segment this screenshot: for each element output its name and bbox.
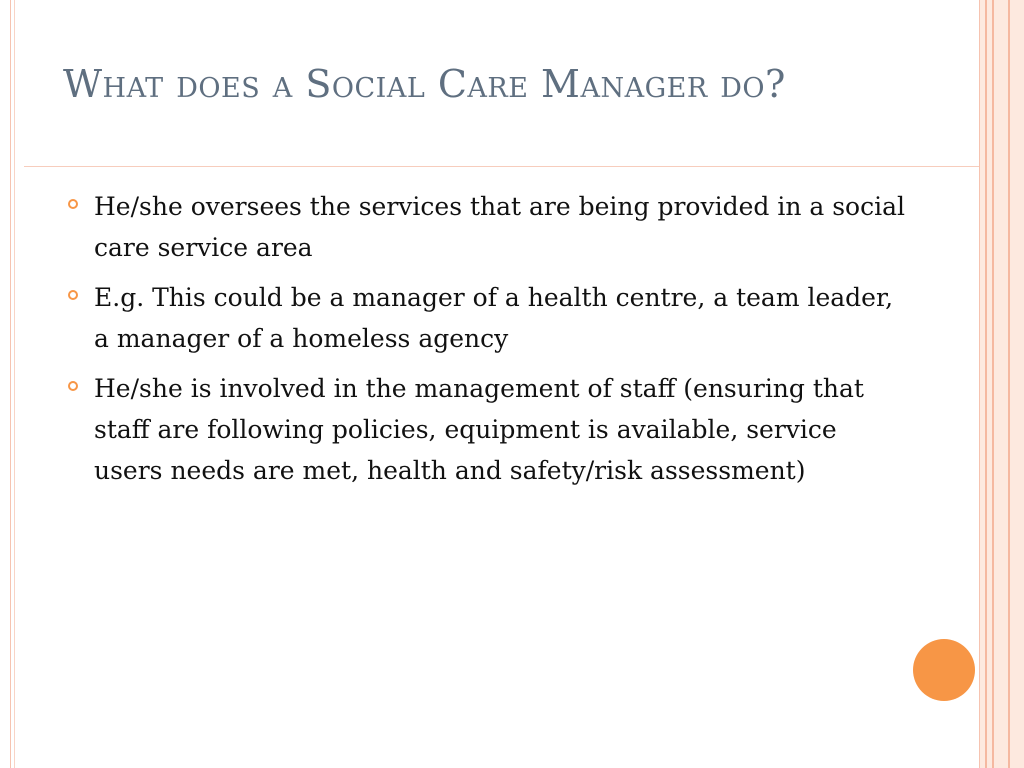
bullet-text: He/she oversees the services that are being provided in a social care service area <box>94 192 905 262</box>
bullet-circle-icon <box>68 290 78 300</box>
bullet-text: E.g. This could be a manager of a health centre, a team leader, a manager of a homeless agency <box>94 283 894 353</box>
bullet-circle-icon <box>68 199 78 209</box>
bullet-item <box>68 277 908 359</box>
orange-circle-decoration-icon <box>913 639 975 701</box>
right-strip-line-2 <box>992 0 994 768</box>
right-strip-line-1 <box>985 0 987 768</box>
slide-title: What does a Social Care Manager do? <box>63 62 786 106</box>
title-divider <box>24 166 979 167</box>
bullet-text: He/she is involved in the management of staff (ensuring that staff are following policies, equipment is available, service users needs are met, health and safety/risk assessment) <box>94 374 864 485</box>
bullet-list <box>68 186 908 500</box>
right-decorative-strip <box>980 0 1024 768</box>
bullet-item <box>68 368 908 491</box>
bullet-circle-icon <box>68 381 78 391</box>
right-strip-line-3 <box>1008 0 1010 768</box>
bullet-item <box>68 186 908 268</box>
